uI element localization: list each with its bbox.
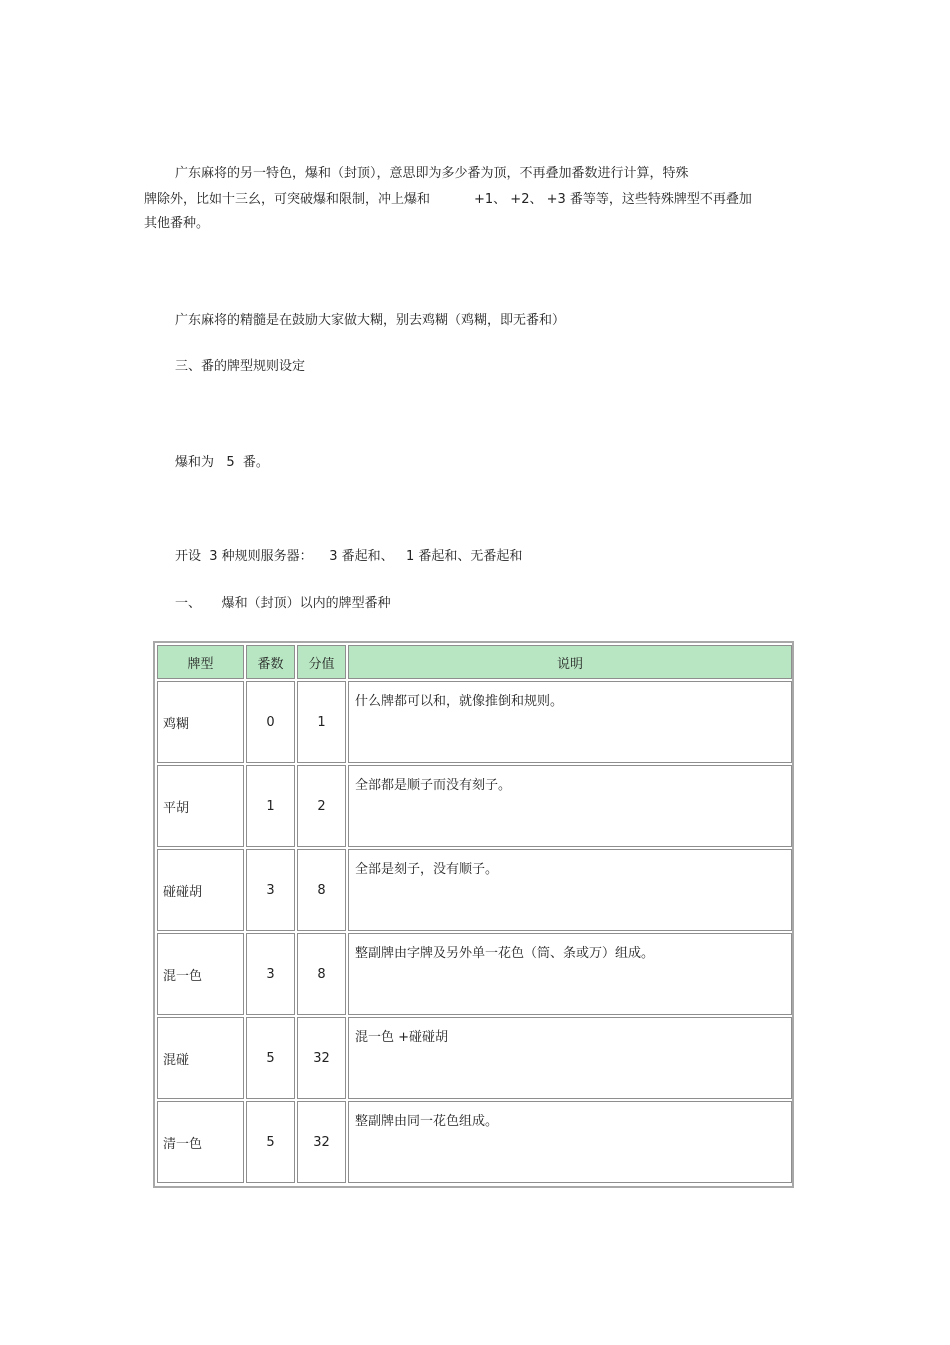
subsection-heading-1: 一、 爆和（封顶）以内的牌型番种 bbox=[175, 596, 391, 611]
cell-score bbox=[297, 1101, 346, 1183]
fan-table bbox=[153, 641, 794, 1188]
cell-fan-text: 1 bbox=[266, 798, 275, 814]
cell-desc bbox=[348, 765, 792, 847]
header-score bbox=[297, 645, 346, 679]
cell-fan bbox=[246, 849, 295, 931]
cell-score-text: 32 bbox=[313, 1050, 330, 1066]
cell-score bbox=[297, 765, 346, 847]
cell-type bbox=[157, 1101, 244, 1183]
cell-fan bbox=[246, 1101, 295, 1183]
cell-fan bbox=[246, 681, 295, 763]
cell-fan-text: 3 bbox=[266, 882, 275, 898]
cell-score bbox=[297, 933, 346, 1015]
cell-score-text: 2 bbox=[317, 798, 326, 814]
cell-score-text: 1 bbox=[317, 714, 326, 730]
cell-score bbox=[297, 849, 346, 931]
cell-desc bbox=[348, 681, 792, 763]
header-desc-label: 说明 bbox=[556, 656, 583, 672]
cell-type bbox=[157, 765, 244, 847]
essence-paragraph: 广东麻将的精髓是在鼓励大家做大糊，别去鸡糊（鸡糊，即无番和） bbox=[175, 313, 566, 328]
intro-line-2a: 牌除外，比如十三幺，可突破爆和限制，冲上爆和 bbox=[144, 192, 431, 207]
cell-type bbox=[157, 681, 244, 763]
cell-desc-text: 全部都是顺子而没有刻子。 bbox=[355, 778, 512, 793]
cell-desc-text: 整副牌由字牌及另外单一花色（筒、条或万）组成。 bbox=[355, 946, 655, 961]
cell-fan bbox=[246, 933, 295, 1015]
intro-line-1: 广东麻将的另一特色，爆和（封顶），意思即为多少番为顶，不再叠加番数进行计算，特殊 bbox=[175, 166, 689, 181]
cell-score bbox=[297, 681, 346, 763]
section-heading-3: 三、番的牌型规则设定 bbox=[175, 359, 306, 374]
header-type bbox=[157, 645, 244, 679]
header-fan bbox=[246, 645, 295, 679]
cell-fan bbox=[246, 765, 295, 847]
header-desc bbox=[348, 645, 792, 679]
cell-fan bbox=[246, 1017, 295, 1099]
cell-type-text: 平胡 bbox=[163, 800, 190, 816]
cell-score-text: 8 bbox=[317, 966, 326, 982]
cell-desc-text: 什么牌都可以和，就像推倒和规则。 bbox=[355, 694, 564, 709]
cell-type bbox=[157, 1017, 244, 1099]
cell-fan-text: 3 bbox=[266, 966, 275, 982]
cell-desc bbox=[348, 1017, 792, 1099]
cell-desc-text: 全部是刻子，没有顺子。 bbox=[355, 862, 499, 877]
cell-type-text: 清一色 bbox=[163, 1136, 203, 1152]
cell-desc bbox=[348, 933, 792, 1015]
cell-type-text: 鸡糊 bbox=[163, 716, 190, 732]
cell-type-text: 混一色 bbox=[163, 968, 203, 984]
header-fan-label: 番数 bbox=[257, 656, 284, 672]
header-type-label: 牌型 bbox=[187, 656, 214, 672]
cell-fan-text: 0 bbox=[266, 714, 275, 730]
header-score-label: 分值 bbox=[308, 656, 335, 672]
cell-score-text: 32 bbox=[313, 1134, 330, 1150]
cell-desc bbox=[348, 849, 792, 931]
cell-fan-text: 5 bbox=[266, 1050, 275, 1066]
cell-desc-text: 混一色 +碰碰胡 bbox=[355, 1030, 449, 1045]
servers-paragraph: 开设 3 种规则服务器： 3 番起和、 1 番起和、无番起和 bbox=[175, 549, 523, 564]
cell-score bbox=[297, 1017, 346, 1099]
intro-line-2 bbox=[144, 191, 752, 209]
cell-score-text: 8 bbox=[317, 882, 326, 898]
baohe-paragraph: 爆和为 5 番。 bbox=[175, 455, 269, 470]
cell-desc bbox=[348, 1101, 792, 1183]
cell-type-text: 碰碰胡 bbox=[163, 884, 203, 900]
intro-line-3: 其他番种。 bbox=[144, 216, 210, 231]
cell-fan-text: 5 bbox=[266, 1134, 275, 1150]
cell-type-text: 混碰 bbox=[163, 1052, 190, 1068]
intro-line-2b: +1、 +2、 +3 番等等，这些特殊牌型不再叠加 bbox=[474, 192, 752, 207]
cell-type bbox=[157, 849, 244, 931]
cell-desc-text: 整副牌由同一花色组成。 bbox=[355, 1114, 499, 1129]
cell-type bbox=[157, 933, 244, 1015]
